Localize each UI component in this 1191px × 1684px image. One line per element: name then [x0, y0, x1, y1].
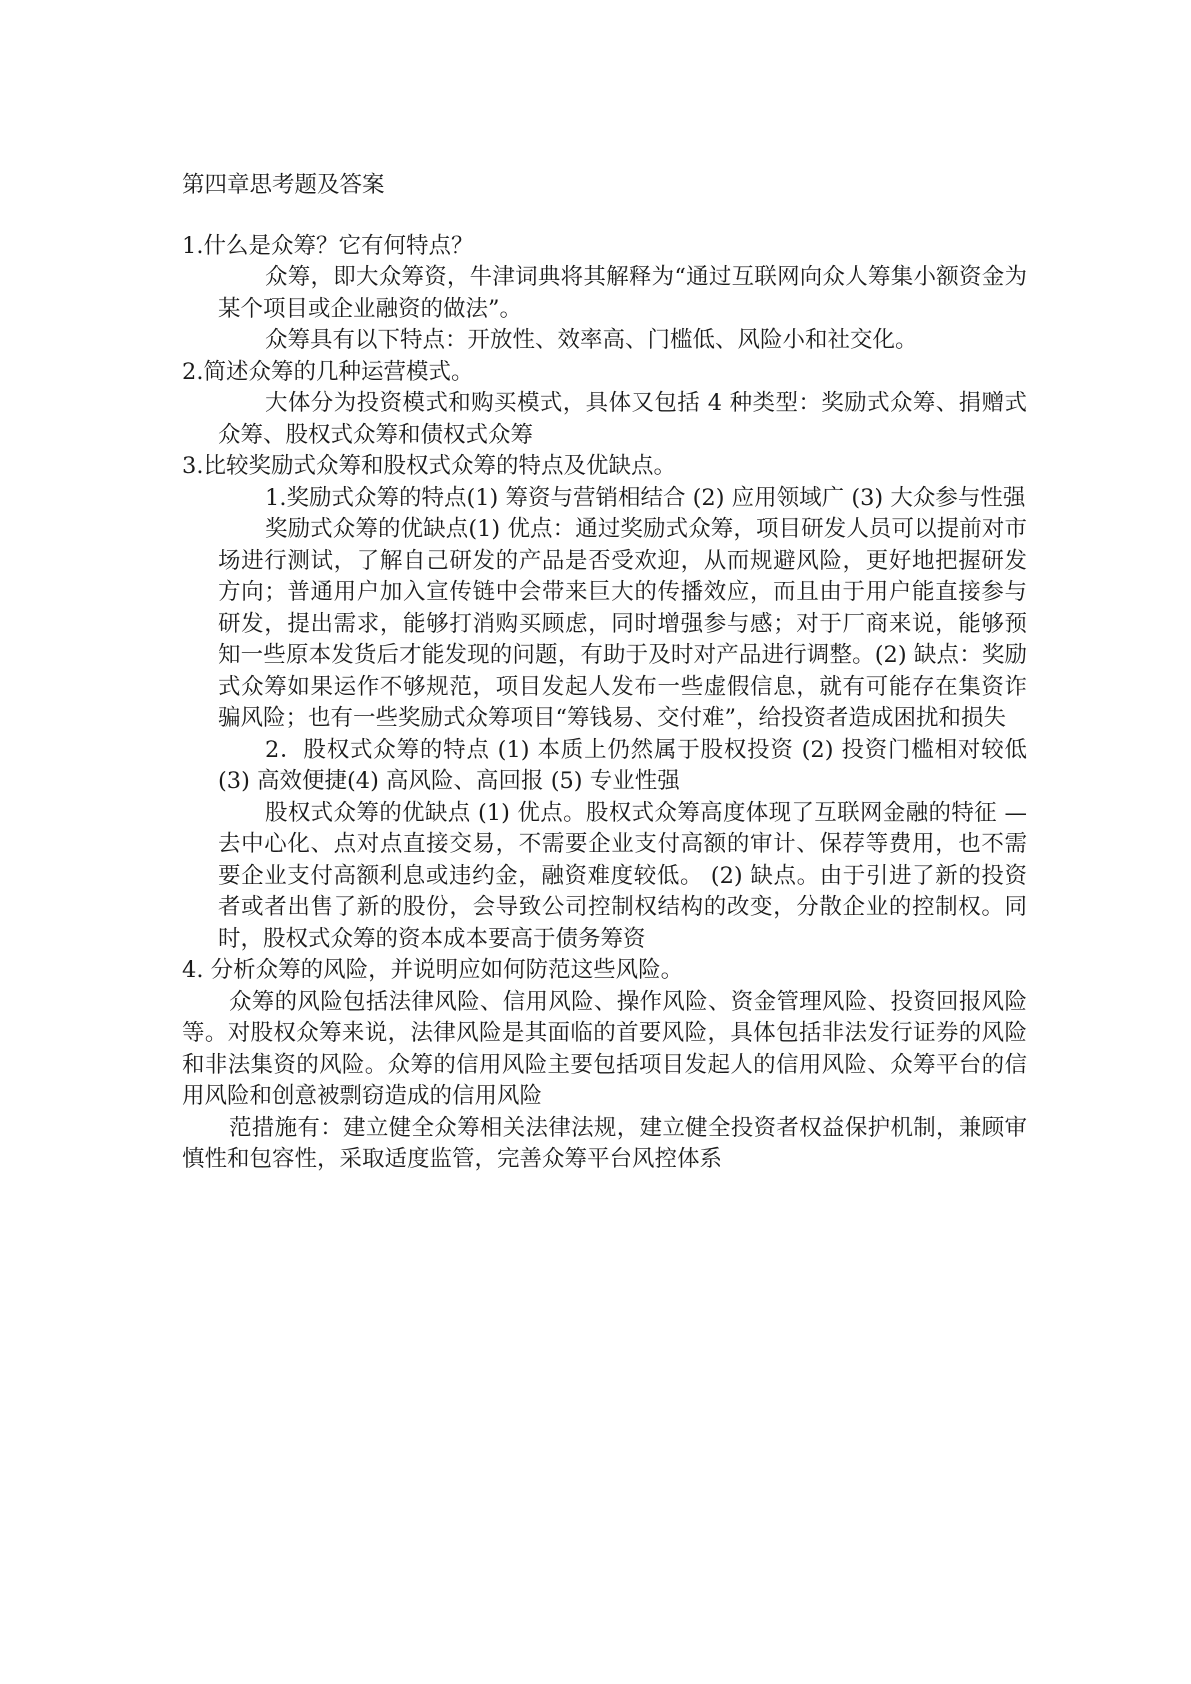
- answer-3-paragraph-2: 奖励式众筹的优缺点(1) 优点：通过奖励式众筹，项目研发人员可以提前对市场进行测试，了解自己研发的产品是否受欢迎，从而规避风险，更好地把握研发方向；普通用户加入宣传链中会带来巨大的传播效应，而且由于用户能直接参与研发，提出需求，能够打消购买顾虑，同时增强参与感；对于厂商来说，能够预知一些原本发货后才能发现的问题，有助于及时对产品进行调整。(2) 缺点：奖励式众筹如果运作不够规范，项目发起人发布一些虚假信息，就有可能存在集资诈骗风险；也有一些奖励式众筹项目“筹钱易、交付难”，给投资者造成困扰和损失: [218, 516, 1027, 731]
- answer-4-paragraph-1: 众筹的风险包括法律风险、信用风险、操作风险、资金管理风险、投资回报风险等。对股权众筹来说，法律风险是其面临的首要风险，具体包括非法发行证券的风险和非法集资的风险。众筹的信用风险主要包括项目发起人的信用风险、众筹平台的信用风险和创意被剽窃造成的信用风险: [182, 988, 1027, 1109]
- answer-1-paragraph-1: 众筹，即大众筹资，牛津词典将其解释为“通过互联网向众人筹集小额资金为某个项目或企业融资的做法”。: [218, 264, 1027, 322]
- answer-2-paragraph-1: 大体分为投资模式和购买模式，具体又包括 4 种类型：奖励式众筹、捐赠式众筹、股权式众筹和债权式众筹: [218, 390, 1027, 448]
- document-title: 第四章思考题及答案: [182, 172, 385, 198]
- question-1: 1.什么是众筹？它有何特点？: [182, 232, 474, 259]
- answer-3-paragraph-4: 股权式众筹的优缺点 (1) 优点。股权式众筹高度体现了互联网金融的特征 — 去中心化、点对点直接交易，不需要企业支付高额的审计、保荐等费用，也不需要企业支付高额利息或违约金，融资难度较低。 (2) 缺点。由于引进了新的投资者或者出售了新的股份，会导致公司控制权结构的改变，分散企业的控制权。同时，股权式众筹的资本成本要高于债务筹资: [218, 799, 1027, 952]
- question-3: 3.比较奖励式众筹和股权式众筹的特点及优缺点。: [182, 453, 676, 479]
- answer-3-paragraph-1: 1.奖励式众筹的特点(1) 筹资与营销相结合 (2) 应用领域广 (3) 大众参与性强: [265, 484, 1026, 511]
- answer-3-paragraph-3: 2．股权式众筹的特点 (1) 本质上仍然属于股权投资 (2) 投资门槛相对较低 (3) 高效便捷(4) 高风险、高回报 (5) 专业性强: [218, 736, 1027, 794]
- question-2: 2.简述众筹的几种运营模式。: [182, 358, 474, 385]
- answer-1-paragraph-2: 众筹具有以下特点：开放性、效率高、门槛低、风险小和社交化。: [265, 327, 918, 353]
- question-4: 4. 分析众筹的风险，并说明应如何防范这些风险。: [182, 957, 684, 983]
- document-page: [182, 170, 1027, 1176]
- answer-4-paragraph-2: 范措施有：建立健全众筹相关法律法规，建立健全投资者权益保护机制，兼顾审慎性和包容性，采取适度监管，完善众筹平台风控体系: [182, 1114, 1027, 1172]
